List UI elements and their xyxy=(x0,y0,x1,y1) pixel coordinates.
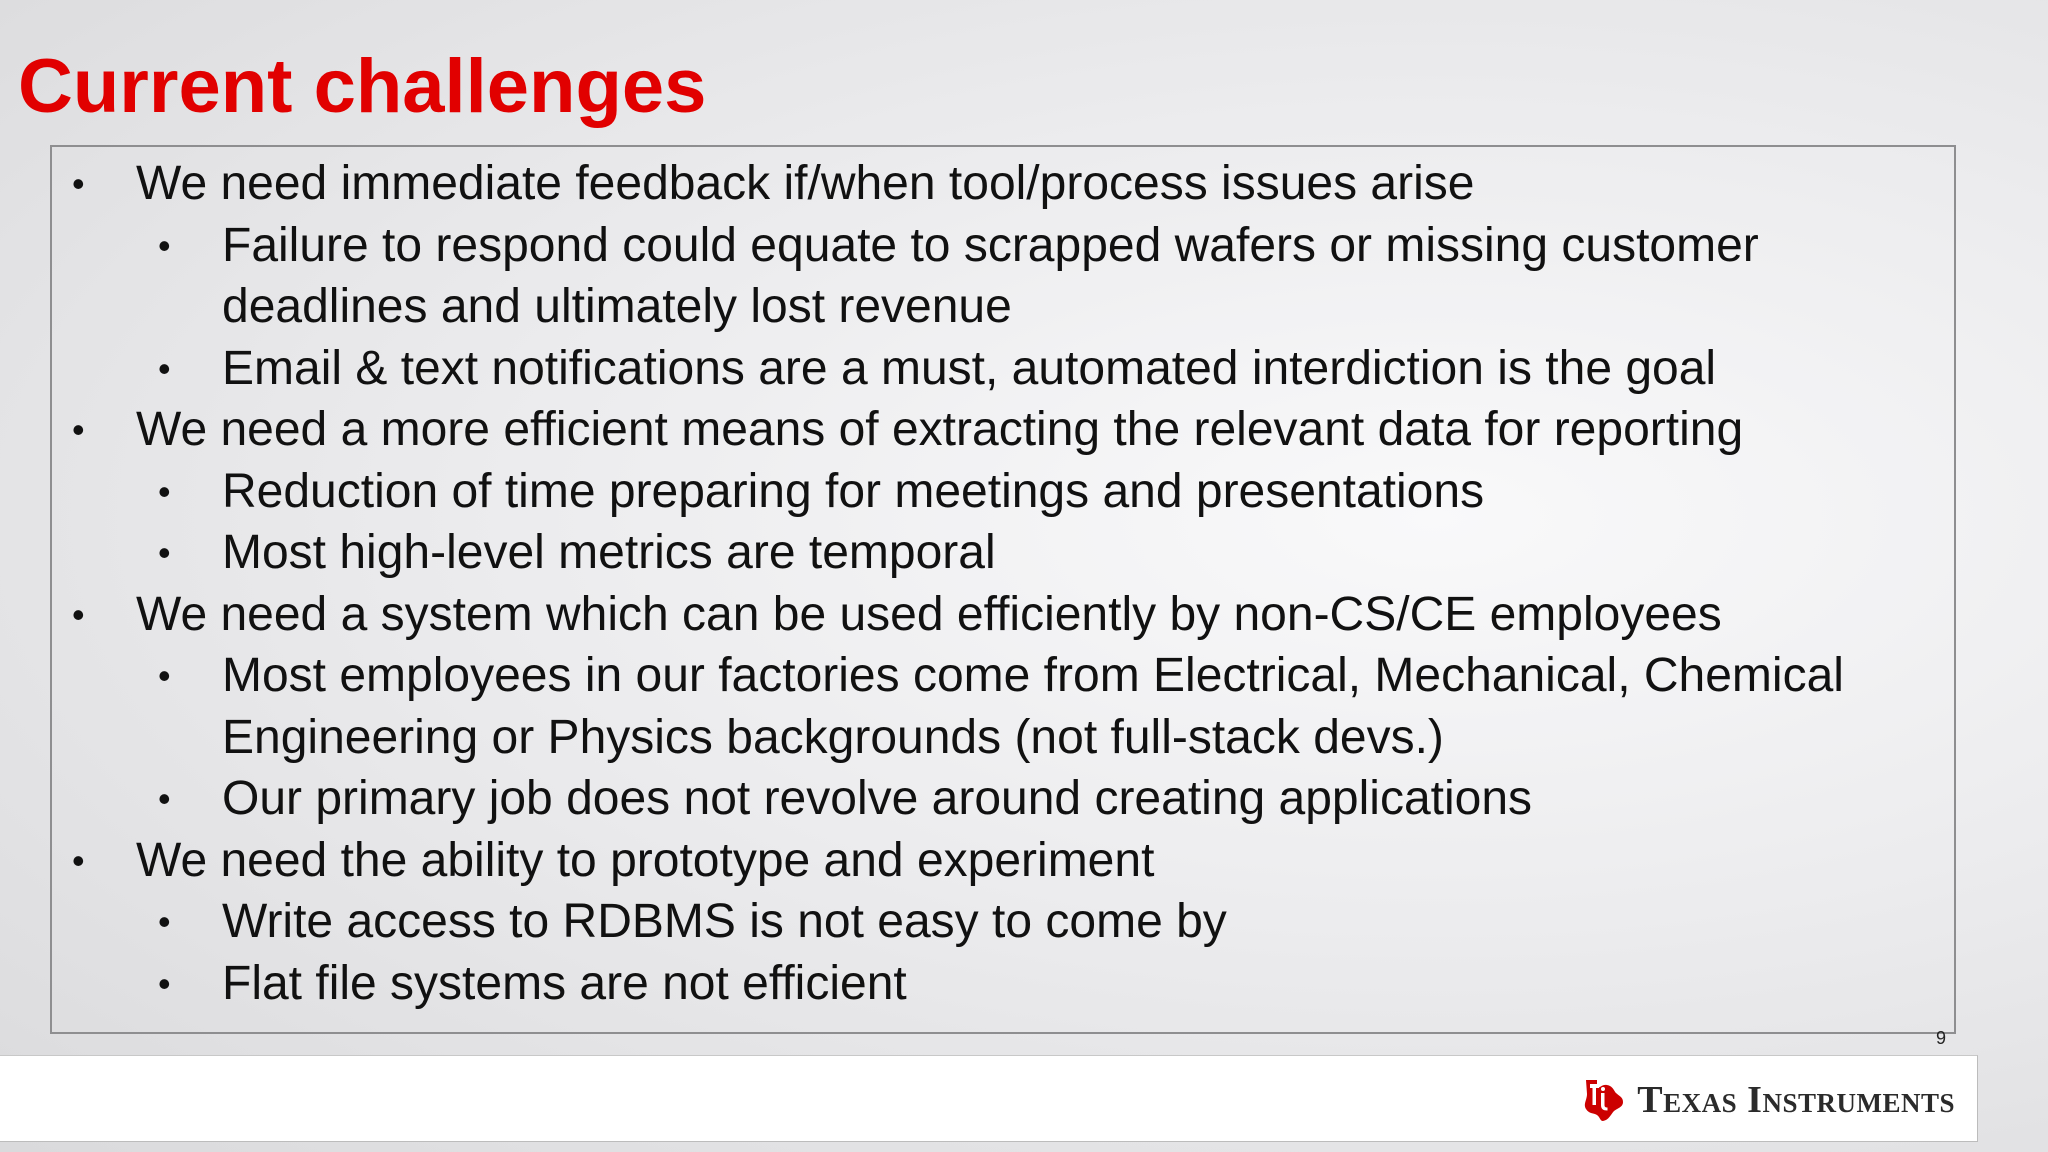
bullet-text: Our primary job does not revolve around creating applications xyxy=(222,772,1533,825)
bullet-text: Flat file systems are not efficient xyxy=(222,956,907,1010)
bullet-dot: • xyxy=(158,347,171,389)
bullet-item xyxy=(52,399,1954,461)
bullet-dot: • xyxy=(158,655,171,696)
bullet-text: We need immediate feedback if/when tool/process issues arise xyxy=(136,157,1475,210)
sub-bullet-item xyxy=(52,461,1954,523)
bullet-dot: • xyxy=(158,778,171,819)
bullet-text: Reduction of time preparing for meetings and presentations xyxy=(222,464,1485,518)
bullet-text: We need a more efficient means of extracting the relevant data for reporting xyxy=(136,403,1744,456)
bullet-item xyxy=(52,830,1954,892)
slide-title: Current challenges xyxy=(18,44,707,129)
sub-bullet-item xyxy=(52,522,1954,584)
bullet-list xyxy=(52,153,1954,1014)
logo-letter-i-dot xyxy=(1601,1087,1605,1091)
bullet-dot: • xyxy=(158,962,171,1004)
bullet-text: Most high-level metrics are temporal xyxy=(222,526,996,579)
bullet-text: Failure to respond could equate to scrapped wafers or missing customer deadlines and ultimately lost revenue xyxy=(222,218,1759,333)
sub-bullet-item xyxy=(52,645,1954,768)
bullet-dot: • xyxy=(158,470,171,512)
bullet-dot: • xyxy=(72,163,85,204)
bullet-text: We need a system which can be used efficiently by non-CS/CE employees xyxy=(136,587,1722,641)
bullet-dot: • xyxy=(158,901,171,942)
texas-instruments-logo-icon xyxy=(1577,1076,1625,1124)
sub-bullet-item xyxy=(52,338,1954,400)
sub-bullet-item xyxy=(52,953,1954,1015)
content-box xyxy=(50,145,1956,1034)
bullet-dot: • xyxy=(72,409,85,450)
bullet-text: Email & text notifications are a must, automated interdiction is the goal xyxy=(222,341,1717,395)
bullet-dot: • xyxy=(72,839,85,881)
page-number: 9 xyxy=(1936,1028,1947,1048)
bullet-text: We need the ability to prototype and experiment xyxy=(136,833,1155,887)
sub-bullet-item xyxy=(52,891,1954,953)
bullet-dot: • xyxy=(72,593,85,635)
bullet-item xyxy=(52,584,1954,646)
brand-name: Texas Instruments xyxy=(1637,1079,1955,1121)
brand-lockup xyxy=(1577,1076,1955,1124)
bullet-text: Most employees in our factories come from Electrical, Mechanical, Chemical Engineering or Physics backgrounds (not full-stack devs.) xyxy=(222,649,1844,764)
bullet-text: Write access to RDBMS is not easy to come by xyxy=(222,895,1227,948)
bullet-item xyxy=(52,153,1954,215)
sub-bullet-item xyxy=(52,215,1954,338)
bullet-dot: • xyxy=(158,224,171,266)
footer-bar xyxy=(0,1055,1978,1142)
bullet-dot: • xyxy=(158,532,171,573)
sub-bullet-item xyxy=(52,768,1954,830)
